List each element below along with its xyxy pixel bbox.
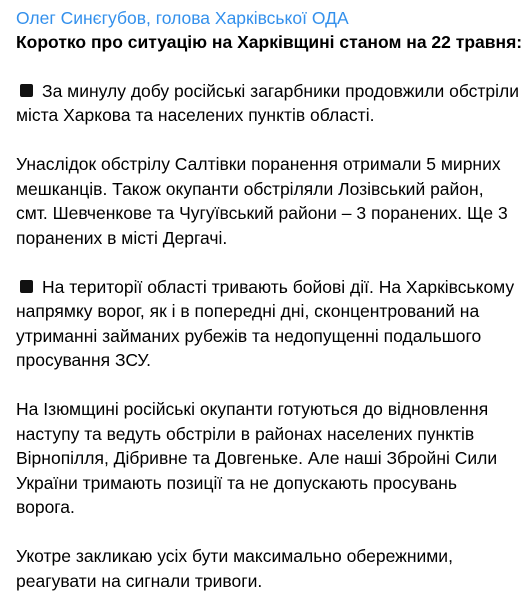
paragraph-izium: На Ізюмщині російські окупанти готуються до відновлення наступу та ведуть обстріли в районах населених пунктів Вірнопілля, Дібривне та Довгеньке. Але наші Збройні Сили України тримають позиції та не допускають просувань ворога. [16, 399, 498, 517]
black-square-icon [20, 84, 33, 97]
spacer [16, 373, 520, 398]
spacer [16, 54, 520, 79]
black-square-icon [20, 280, 33, 293]
spacer [16, 250, 520, 275]
paragraph-shelling [16, 79, 520, 128]
paragraph-combat [16, 275, 520, 373]
channel-author-name[interactable]: Олег Синєгубов, голова Харківської ОДА [16, 8, 349, 28]
paragraph-shelling-text: За минулу добу російські загарбники продовжили обстріли міста Харкова та населених пунктів області. [16, 80, 520, 125]
paragraph-appeal: Укотре закликаю усіх бути максимально обережними, реагувати на сигнали тривоги. [16, 546, 453, 591]
post-headline: Коротко про ситуацію на Харківщині станом на 22 травня: [16, 32, 523, 52]
spacer [16, 520, 520, 545]
spacer [16, 128, 520, 153]
paragraph-casualties: Унаслідок обстрілу Салтівки поранення отримали 5 мирних мешканців. Також окупанти обстріляли Лозівський район, смт. Шевченкове та Чугуївський райони – 3 поранених. Ще 3 поранених в місті Дергачі. [16, 154, 508, 248]
paragraph-combat-text: На території області тривають бойові дії. На Харківському напрямку ворог, як і в попередні дні, сконцентрований на утриманні займаних рубежів та недопущенні подальшого просування ЗСУ. [16, 276, 515, 370]
